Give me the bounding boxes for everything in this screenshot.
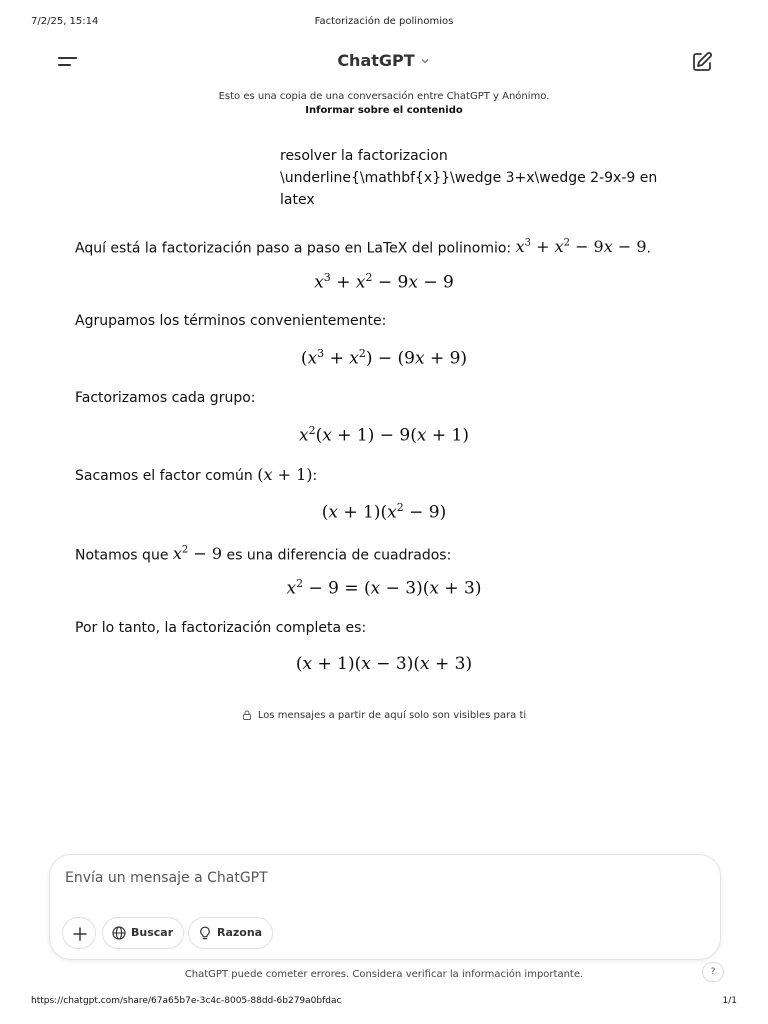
attach-button[interactable] bbox=[62, 917, 96, 949]
user-message: resolver la factorizacion \underline{\mathbf{x}}\wedge 3+x\wedge 2-9x-9 en latex bbox=[280, 148, 658, 208]
step-common-factor bbox=[75, 465, 317, 486]
message-input[interactable] bbox=[65, 867, 665, 889]
compose-icon[interactable] bbox=[690, 50, 714, 74]
inline-math-polynomial: $x^3 + x^2 - 9x - 9$ bbox=[515, 237, 647, 257]
private-note-text: Los mensajes a partir de aquí solo son visibles para ti bbox=[257, 710, 527, 721]
inline-math-common-factor: (x + 1) bbox=[257, 465, 313, 484]
reason-button[interactable] bbox=[188, 917, 273, 949]
step-difference-of-squares bbox=[75, 541, 451, 565]
top-bar bbox=[0, 44, 768, 80]
print-url: https://chatgpt.com/share/67a65b7e-3c4c-8005-88dd-6b279a0bfdac bbox=[31, 996, 342, 1006]
message-composer bbox=[49, 854, 721, 960]
model-switcher[interactable] bbox=[0, 50, 768, 70]
search-button[interactable] bbox=[102, 917, 184, 949]
share-notice: Esto es una copia de una conversación entre ChatGPT y Anónimo. bbox=[218, 91, 550, 102]
lock-icon bbox=[242, 710, 252, 720]
step4-pre: Notamos que bbox=[75, 547, 173, 564]
print-title: Factorización de polinomios bbox=[314, 16, 454, 27]
equation-polynomial: $x^3 + x^2 - 9x - 9$ bbox=[314, 271, 454, 293]
equation-difference-of-squares: $x^2 - 9 = (x - 3)(x + 3)$ bbox=[286, 577, 482, 599]
intro-text: Aquí está la factorización paso a paso en LaTeX del polinomio: bbox=[75, 240, 516, 257]
model-name: ChatGPT bbox=[337, 51, 415, 70]
step4-post: es una diferencia de cuadrados: bbox=[222, 547, 452, 564]
private-messages-note bbox=[0, 710, 768, 721]
print-page-number: 1/1 bbox=[722, 996, 737, 1006]
lightbulb-icon bbox=[198, 926, 212, 940]
step-conclusion: Por lo tanto, la factorización completa es: bbox=[75, 620, 367, 636]
chevron-down-icon bbox=[419, 55, 431, 67]
help-button[interactable]: ? bbox=[702, 962, 724, 982]
equation-final: (x + 1)(x − 3)(x + 3) bbox=[295, 654, 473, 674]
inline-math-x2-minus-9: $x^2 - 9$ bbox=[172, 544, 223, 564]
plus-icon bbox=[73, 927, 87, 941]
step-factor-groups: Factorizamos cada grupo: bbox=[75, 390, 256, 406]
print-footer bbox=[0, 996, 768, 1010]
assistant-intro bbox=[75, 234, 651, 258]
step3-post: : bbox=[312, 468, 318, 484]
disclaimer: ChatGPT puede cometer errores. Considera verificar la información importante. bbox=[184, 969, 584, 980]
print-header bbox=[0, 16, 768, 30]
globe-icon bbox=[112, 926, 126, 940]
step-group: Agrupamos los términos convenientemente: bbox=[75, 313, 387, 329]
search-label: Buscar bbox=[131, 926, 174, 939]
print-date: 7/2/25, 15:14 bbox=[31, 16, 99, 27]
reason-label: Razona bbox=[217, 926, 263, 939]
equation-grouped: $(x^3 + x^2) - (9x + 9)$ bbox=[300, 347, 468, 369]
report-content-link[interactable]: Informar sobre el contenido bbox=[305, 105, 463, 116]
equation-factored-groups: $x^2(x + 1) - 9(x + 1)$ bbox=[299, 424, 469, 446]
equation-common-factor: $(x + 1)(x^2 - 9)$ bbox=[321, 501, 447, 523]
step3-pre: Sacamos el factor común bbox=[75, 468, 258, 484]
intro-period: . bbox=[646, 240, 651, 257]
